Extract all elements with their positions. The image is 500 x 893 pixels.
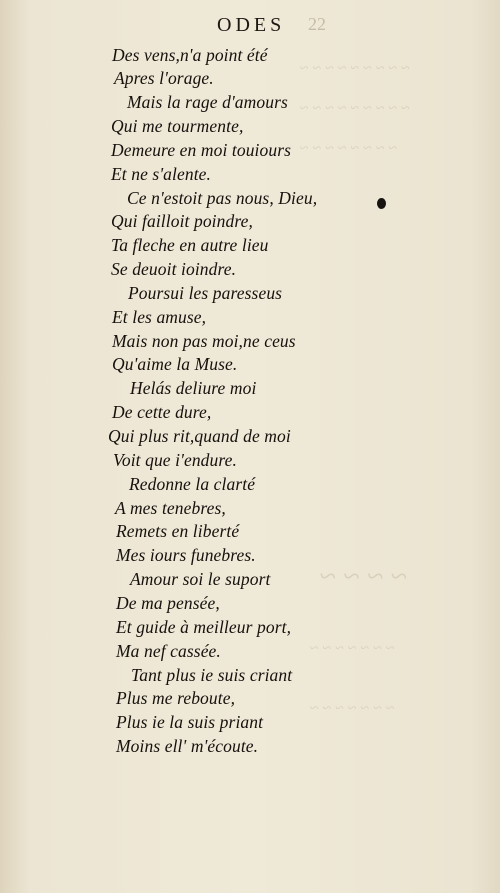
ink-blot xyxy=(377,198,386,209)
poem-line: Se deuoit ioindre. xyxy=(111,259,237,279)
poem-line: Des vens,n'a point été xyxy=(112,45,268,65)
poem-line: Plus ie la suis priant xyxy=(116,712,264,732)
page-number: 22 xyxy=(308,14,326,34)
poem-line: Qui plus rit,quand de moi xyxy=(108,426,291,446)
poem-line: Mais la rage d'amours xyxy=(127,92,288,112)
poem-line: Ta fleche en autre lieu xyxy=(111,235,269,255)
show-through-text: ~ ~ ~ ~ ~ ~ ~ ~ ~ xyxy=(300,60,410,77)
poem-line: Tant plus ie suis criant xyxy=(131,665,293,685)
poem-line: Ma nef cassée. xyxy=(116,641,221,661)
poem-line: Et les amuse, xyxy=(112,307,207,327)
show-through-text: ~ ~ ~ ~ ~ ~ ~ xyxy=(310,640,395,657)
poem-line: Qui me tourmente, xyxy=(111,116,244,136)
poem-line: De ma pensée, xyxy=(116,593,220,613)
running-head: ODES xyxy=(217,14,286,36)
show-through-text: ~ ~ ~ ~ ~ ~ ~ ~ ~ xyxy=(300,100,410,117)
poem-line: Remets en liberté xyxy=(116,521,240,541)
show-through-text: ~ ~ ~ ~ ~ ~ ~ ~ xyxy=(300,140,398,157)
show-through-text: ~ ~ ~ ~ xyxy=(320,560,408,593)
poem-line: Voit que i'endure. xyxy=(113,450,237,470)
poem-line: Qu'aime la Muse. xyxy=(112,354,238,374)
poem-line: De cette dure, xyxy=(112,402,212,422)
poem-line: Demeure en moi touiours xyxy=(111,140,292,160)
poem-line: Ce n'estoit pas nous, Dieu, xyxy=(127,188,318,208)
show-through-text: ~ ~ ~ ~ ~ ~ ~ xyxy=(310,700,395,717)
poem-line: Amour soi le suport xyxy=(130,569,271,589)
poem-line: Mais non pas moi,ne ceus xyxy=(112,331,296,351)
poem-line: Qui failloit poindre, xyxy=(111,211,253,231)
poem-line: Et ne s'alente. xyxy=(111,164,212,184)
page-header xyxy=(0,14,500,44)
poem-line: Moins ell' m'écoute. xyxy=(116,736,259,756)
poem-line: Poursui les paresseus xyxy=(128,283,283,303)
poem-line: Redonne la clarté xyxy=(129,474,256,494)
poem-line: A mes tenebres, xyxy=(115,498,226,518)
poem-line: Mes iours funebres. xyxy=(116,545,256,565)
poem-line: Helás deliure moi xyxy=(130,378,257,398)
poem-line: Apres l'orage. xyxy=(114,68,214,88)
poem-line: Plus me reboute, xyxy=(116,688,236,708)
poem-line: Et guide à meilleur port, xyxy=(116,617,292,637)
